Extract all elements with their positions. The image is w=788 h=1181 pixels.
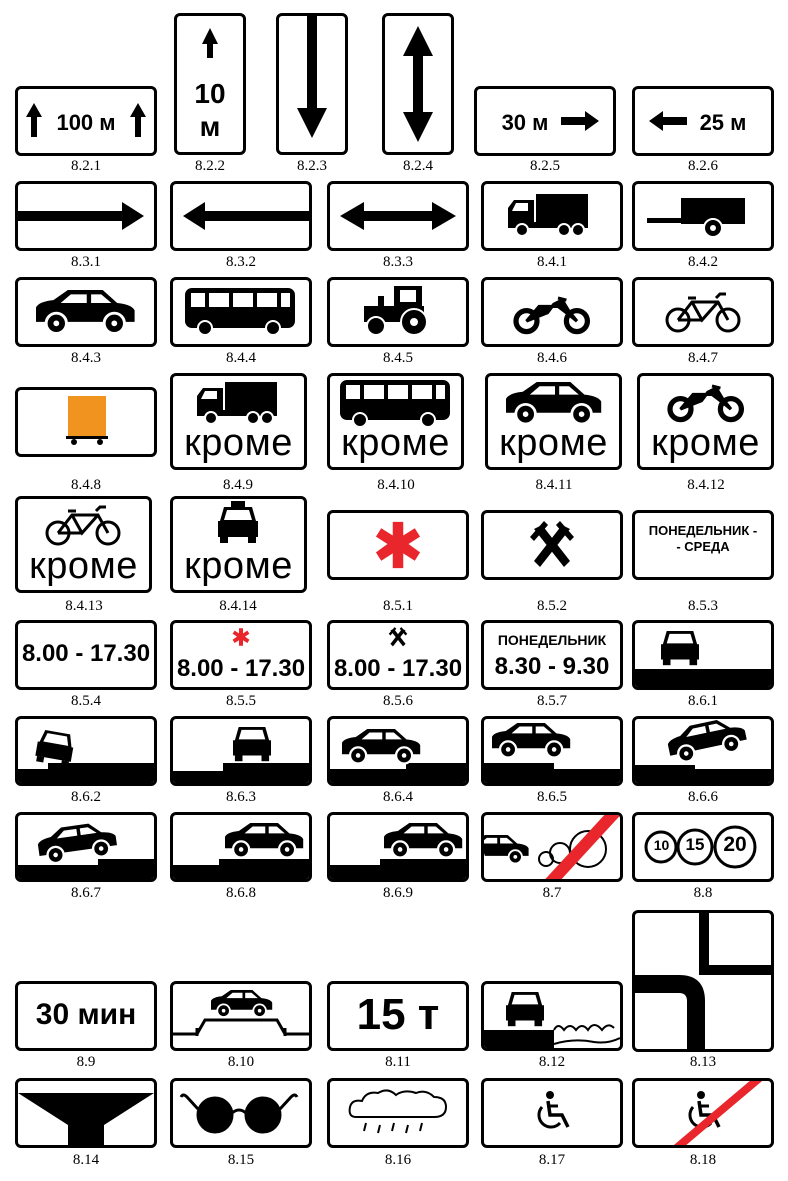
sign-8-11	[327, 981, 469, 1051]
sign-8-6-3	[170, 716, 312, 786]
sign-8-18	[632, 1078, 774, 1148]
sign-8-4-13	[15, 496, 152, 593]
sign-8-2-4	[382, 13, 454, 155]
sign-code: 8.4.1	[537, 254, 567, 270]
sign-code: 8.12	[538, 1054, 566, 1070]
sign-8-2-3	[276, 13, 348, 155]
sign-code: 8.16	[384, 1152, 412, 1168]
sign-code: 8.11	[385, 1054, 411, 1070]
sign-code: 8.6.3	[226, 789, 256, 805]
sign-8-5-5	[170, 620, 312, 690]
sign-text: кроме	[341, 422, 450, 464]
sign-code: 8.6.9	[383, 885, 413, 901]
speed-10: 10	[653, 837, 670, 853]
sign-text: кроме	[499, 422, 608, 464]
sign-8-4-2	[632, 181, 774, 251]
sign-code: 8.2.3	[297, 158, 327, 174]
sign-8-6-4	[327, 716, 469, 786]
sign-code: 8.4.5	[383, 350, 413, 366]
sign-text: 25 м	[699, 110, 747, 135]
sign-code: 8.6.1	[688, 693, 718, 709]
sign-code: 8.4.12	[687, 477, 725, 493]
sign-8-3-3	[327, 181, 469, 251]
sign-code: 8.4.4	[226, 350, 256, 366]
sign-code: 8.4.10	[377, 477, 415, 493]
sign-text-line2: 8.30 - 9.30	[494, 653, 610, 680]
sign-code: 8.2.4	[403, 158, 433, 174]
sign-8-4-7	[632, 277, 774, 347]
sign-code: 8.6.8	[226, 885, 256, 901]
sign-code: 8.4.7	[688, 350, 718, 366]
sign-text: 8.00 - 17.30	[176, 655, 306, 682]
sign-8-6-1	[632, 620, 774, 690]
sign-8-17	[481, 1078, 623, 1148]
sign-code: 8.4.11	[535, 477, 573, 493]
sign-8-5-3	[632, 510, 774, 580]
sign-8-12	[481, 981, 623, 1051]
sign-code: 8.4.9	[223, 477, 253, 493]
sign-8-2-6	[632, 86, 774, 156]
sign-8-15	[170, 1078, 312, 1148]
sign-text: кроме	[184, 422, 293, 464]
speed-15: 15	[685, 835, 705, 854]
sign-code: 8.6.7	[71, 885, 101, 901]
sign-code: 8.2.2	[195, 158, 225, 174]
sign-8-10	[170, 981, 312, 1051]
sign-code: 8.4.13	[65, 598, 103, 614]
sign-8-2-1	[15, 86, 157, 156]
sign-text: 30 мин	[35, 998, 137, 1031]
sign-8-5-7	[481, 620, 623, 690]
sign-code: 8.6.6	[688, 789, 718, 805]
sign-code: 8.9	[76, 1054, 96, 1070]
sign-8-4-5	[327, 277, 469, 347]
sign-code: 8.3.1	[71, 254, 101, 270]
sign-text: 15 т	[356, 990, 440, 1039]
sign-8-5-6	[327, 620, 469, 690]
sign-code: 8.5.7	[537, 693, 567, 709]
sign-text: 8.00 - 17.30	[21, 640, 151, 667]
sign-code: 8.3.3	[383, 254, 413, 270]
sign-8-4-12	[637, 373, 774, 470]
sign-code: 8.4.2	[688, 254, 718, 270]
sign-8-3-1	[15, 181, 157, 251]
sign-text: 100 м	[56, 110, 116, 135]
sign-code: 8.5.1	[383, 598, 413, 614]
sign-code: 8.6.4	[383, 789, 413, 805]
sign-code: 8.6.2	[71, 789, 101, 805]
sign-text-line1: ПОНЕДЕЛЬНИК	[497, 632, 607, 648]
sign-8-7	[481, 812, 623, 882]
sign-code: 8.4.6	[537, 350, 567, 366]
sign-text-line1: 10	[194, 78, 226, 109]
sign-code: 8.14	[72, 1152, 100, 1168]
sign-text-line2: м	[199, 111, 221, 142]
sign-8-6-9	[327, 812, 469, 882]
sign-code: 8.17	[538, 1152, 566, 1168]
sign-code: 8.10	[227, 1054, 255, 1070]
sign-8-2-2	[174, 13, 246, 155]
sign-8-4-1	[481, 181, 623, 251]
sign-code: 8.5.6	[383, 693, 413, 709]
sign-code: 8.2.1	[71, 158, 101, 174]
sign-8-6-8	[170, 812, 312, 882]
sign-code: 8.6.5	[537, 789, 567, 805]
sign-8-2-5	[474, 86, 616, 156]
sign-8-6-6	[632, 716, 774, 786]
sign-text: 30 м	[501, 110, 549, 135]
sign-code: 8.3.2	[226, 254, 256, 270]
sign-8-13	[632, 910, 774, 1052]
sign-8-6-7	[15, 812, 157, 882]
sign-text: кроме	[651, 422, 760, 464]
sign-code: 8.5.4	[71, 693, 101, 709]
sign-code: 8.4.8	[71, 477, 101, 493]
sign-text: 8.00 - 17.30	[333, 655, 463, 682]
sign-8-14	[15, 1078, 157, 1148]
speed-20: 20	[723, 833, 747, 856]
sign-code: 8.5.2	[537, 598, 567, 614]
sign-8-16	[327, 1078, 469, 1148]
sign-8-4-3	[15, 277, 157, 347]
sign-code: 8.7	[542, 885, 562, 901]
sign-8-8	[632, 812, 774, 882]
sign-text-line2: - СРЕДА	[676, 539, 730, 554]
sign-8-5-2	[481, 510, 623, 580]
sign-text-line1: ПОНЕДЕЛЬНИК -	[648, 523, 758, 538]
sign-text: кроме	[29, 545, 138, 587]
sign-code: 8.2.6	[688, 158, 718, 174]
sign-8-4-4	[170, 277, 312, 347]
sign-code: 8.4.14	[219, 598, 257, 614]
sign-8-4-9	[170, 373, 307, 470]
sign-8-4-10	[327, 373, 464, 470]
sign-8-4-8	[15, 387, 157, 457]
sign-8-4-6	[481, 277, 623, 347]
sign-8-4-14	[170, 496, 307, 593]
sign-code: 8.15	[227, 1152, 255, 1168]
sign-code: 8.18	[689, 1152, 717, 1168]
sign-8-6-2	[15, 716, 157, 786]
sign-code: 8.5.5	[226, 693, 256, 709]
sign-code: 8.13	[689, 1054, 717, 1070]
sign-8-6-5	[481, 716, 623, 786]
sign-code: 8.5.3	[688, 598, 718, 614]
sign-code: 8.2.5	[530, 158, 560, 174]
sign-8-4-11	[485, 373, 622, 470]
sign-code: 8.8	[693, 885, 713, 901]
sign-8-5-4	[15, 620, 157, 690]
sign-code: 8.4.3	[71, 350, 101, 366]
sign-8-5-1	[327, 510, 469, 580]
sign-8-3-2	[170, 181, 312, 251]
sign-8-9	[15, 981, 157, 1051]
sign-text: кроме	[184, 545, 293, 587]
